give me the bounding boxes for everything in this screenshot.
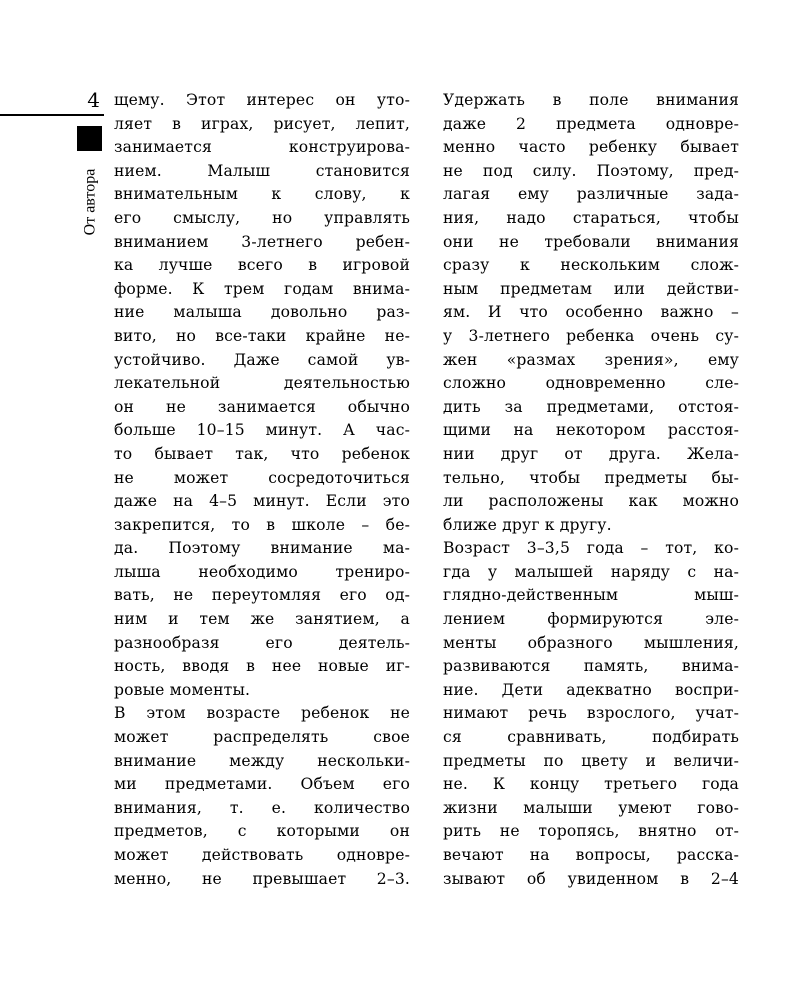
text-line: может действовать одновре- <box>114 846 410 864</box>
section-label-text: От автора <box>81 168 98 236</box>
text-line: ми предметами. Объем его <box>114 775 410 794</box>
text-line: ка лучше всего в игровой <box>114 256 410 275</box>
text-line: ближе друг к другу. <box>443 515 612 534</box>
text-line: у 3-летнего ребенка очень су- <box>443 326 739 345</box>
text-line: глядно-действенным мыш- <box>443 586 739 605</box>
text-line: менты образного мышления, <box>443 633 739 652</box>
text-line: не может сосредоточиться <box>114 468 410 487</box>
text-line: менно часто ребенку бывает <box>443 138 739 157</box>
text-line: может распределять свое <box>114 728 410 747</box>
text-line: ным предметам или действи- <box>443 279 739 298</box>
text-line: ним и тем же занятием, а <box>114 610 410 629</box>
text-line: разнообразя его деятель- <box>114 633 410 652</box>
text-line: Возраст 3–3,5 года – тот, ко- <box>443 539 739 558</box>
text-line: да. Поэтому внимание ма- <box>114 539 410 558</box>
text-line: ния, надо стараться, чтобы <box>443 208 739 227</box>
text-line: вать, не переутомляя его од- <box>114 586 410 605</box>
text-line: они не требовали внимания <box>443 232 739 251</box>
text-line: гда у малышей наряду с на- <box>443 562 739 581</box>
text-line: даже на 4–5 минут. Если это <box>114 492 410 511</box>
text-line: даже 2 предмета одновре- <box>443 114 739 133</box>
text-line: лением формируются эле- <box>443 610 739 629</box>
text-line: ляет в играх, рисует, лепит, <box>114 114 410 133</box>
text-line: внимательным к слову, к <box>114 185 410 204</box>
text-line: его смыслу, но управлять <box>114 208 410 227</box>
header-rule <box>0 114 104 116</box>
text-line: устойчиво. Даже самой ув- <box>114 350 410 369</box>
text-line: щими на некотором расстоя- <box>443 421 739 440</box>
text-line: развиваются память, внима- <box>443 657 739 676</box>
text-line: сложно одновременно сле- <box>443 374 739 393</box>
text-line: ность, вводя в нее новые иг- <box>114 657 410 676</box>
text-line: нием. Малыш становится <box>114 161 410 180</box>
text-line: вниманием 3-летнего ребен- <box>114 232 410 251</box>
text-line: не. К концу третьего года <box>443 775 739 794</box>
text-line: закрепится, то в школе – бе- <box>114 515 410 534</box>
text-line: предметов, с которыми он <box>114 822 410 841</box>
text-line: тельно, чтобы предметы бы- <box>443 468 739 487</box>
text-line: Удержать в поле внимания <box>443 91 739 109</box>
text-line: нии друг от друга. Жела- <box>443 444 739 463</box>
page-number: 4 <box>87 88 100 112</box>
text-line: не под силу. Поэтому, пред- <box>443 161 739 180</box>
text-line: ям. И что особенно важно – <box>443 303 739 322</box>
text-line: дить за предметами, отстоя- <box>443 397 739 416</box>
text-line: форме. К трем годам внима- <box>114 279 410 298</box>
section-marker <box>77 126 102 151</box>
text-line: ние. Дети адекватно воспри- <box>443 680 739 699</box>
text-line: лыша необходимо трениро- <box>114 562 410 581</box>
text-line: ние малыша довольно раз- <box>114 303 410 322</box>
text-column-left <box>114 89 410 891</box>
text-line: внимания, т. е. количество <box>114 798 410 817</box>
text-line: ровые моменты. <box>114 680 251 699</box>
text-line: предметы по цвету и величи- <box>443 751 739 770</box>
text-line: занимается конструирова- <box>114 138 410 157</box>
text-line: рить не торопясь, внятно от- <box>443 822 739 841</box>
text-line: то бывает так, что ребенок <box>114 444 410 463</box>
text-line: жизни малыши умеют гово- <box>443 798 739 817</box>
text-line: лекательной деятельностью <box>114 374 410 393</box>
text-line: В этом возрасте ребенок не <box>114 704 410 723</box>
text-line: щему. Этот интерес он уто- <box>114 91 410 109</box>
text-line: внимание между нескольки- <box>114 751 410 770</box>
text-column-right <box>443 89 739 891</box>
text-line: вечают на вопросы, расска- <box>443 846 739 864</box>
text-line: сразу к нескольким слож- <box>443 256 739 275</box>
text-line: нимают речь взрослого, учат- <box>443 704 739 723</box>
section-label <box>77 160 103 244</box>
text-line: зывают об увиденном в 2–4 <box>443 869 739 888</box>
text-line: вито, но все-таки крайне не- <box>114 326 410 345</box>
text-line: менно, не превышает 2–3. <box>114 869 410 888</box>
text-line: больше 10–15 минут. А час- <box>114 421 410 440</box>
text-line: он не занимается обычно <box>114 397 410 416</box>
text-line: жен «размах зрения», ему <box>443 350 739 369</box>
text-line: лагая ему различные зада- <box>443 185 739 204</box>
text-line: ся сравнивать, подбирать <box>443 728 739 747</box>
text-line: ли расположены как можно <box>443 492 739 511</box>
